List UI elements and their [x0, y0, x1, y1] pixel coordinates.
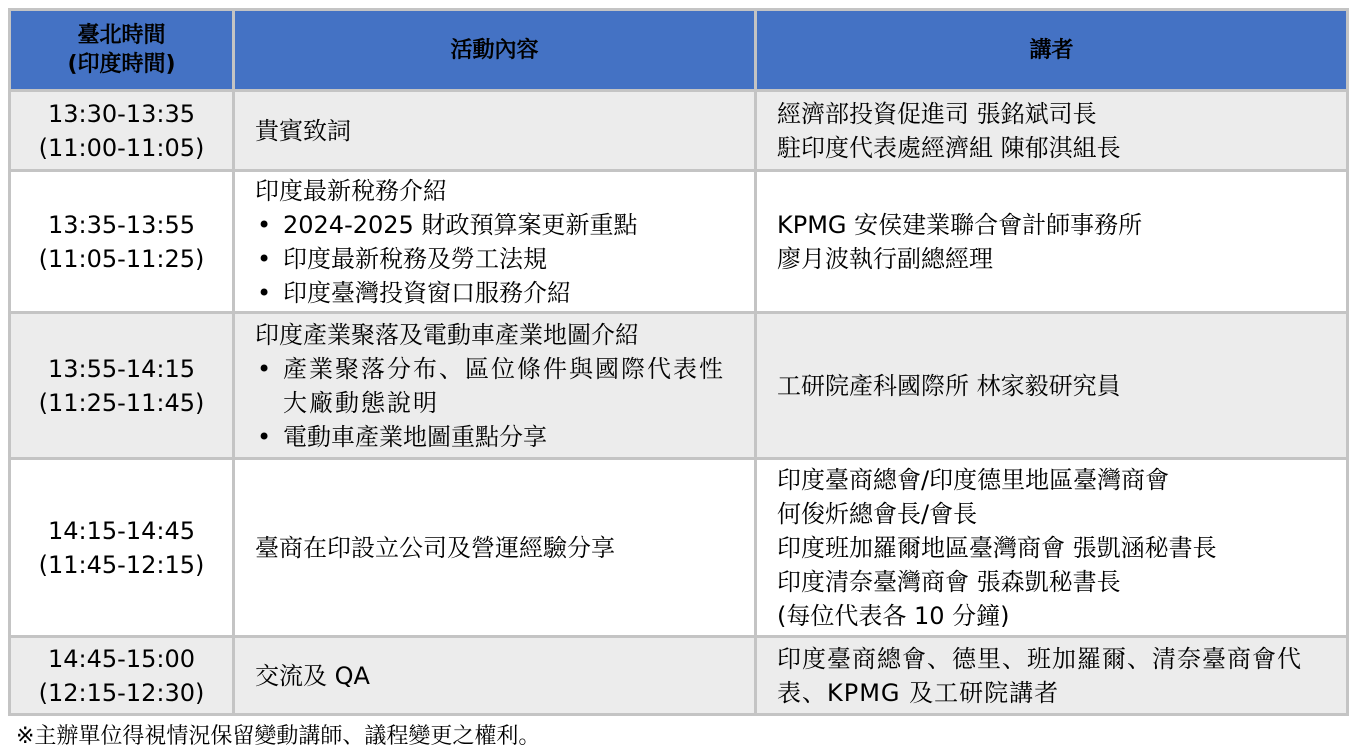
topic-item: • 2024-2025 財政預算案更新重點 — [255, 208, 750, 242]
speaker-cell — [756, 171, 1348, 313]
topic-item: • 印度最新稅務及勞工法規 — [255, 242, 750, 276]
taipei-time: 13:55-14:15 — [48, 354, 195, 383]
speaker-cell — [756, 91, 1348, 171]
india-time: (11:25-11:45) — [38, 388, 205, 417]
header-time — [10, 10, 234, 91]
content-cell — [234, 91, 756, 171]
speaker-line: 何俊炘總會長/會長 — [777, 499, 978, 528]
speaker-line: KPMG 安侯建業聯合會計師事務所 — [777, 210, 1143, 239]
topic-list — [255, 208, 750, 310]
session-title: 交流及 QA — [255, 661, 370, 690]
content-cell — [234, 171, 756, 313]
session-title: 印度產業聚落及電動車產業地圖介紹 — [255, 320, 639, 349]
header-speaker: 講者 — [756, 10, 1348, 91]
session-title: 臺商在印設立公司及營運經驗分享 — [255, 533, 615, 562]
content-cell — [234, 637, 756, 715]
time-cell — [10, 313, 234, 459]
time-cell — [10, 171, 234, 313]
speaker-line: 印度臺商總會/印度德里地區臺灣商會 — [777, 465, 1170, 494]
speaker-line: 工研院產科國際所 林家毅研究員 — [777, 371, 1121, 400]
speaker-cell — [756, 313, 1348, 459]
content-cell — [234, 313, 756, 459]
india-time: (11:05-11:25) — [38, 244, 205, 273]
footnote: ※主辦單位得視情況保留變動講師、議程變更之權利。 — [16, 724, 541, 749]
time-cell — [10, 637, 234, 715]
header-row — [10, 10, 1348, 91]
taipei-time: 14:15-14:45 — [48, 516, 195, 545]
speaker-line: 廖月波執行副總經理 — [777, 244, 993, 273]
taipei-time: 13:30-13:35 — [48, 99, 195, 128]
table-row — [10, 637, 1348, 715]
speaker-line: 印度清奈臺灣商會 張森凱秘書長 — [777, 567, 1121, 596]
agenda-table — [8, 8, 1349, 716]
topic-item: • 電動車產業地圖重點分享 — [255, 420, 750, 454]
india-time: (11:00-11:05) — [38, 133, 205, 162]
header-content: 活動內容 — [234, 10, 756, 91]
header-time-line-2: (印度時間) — [67, 52, 176, 77]
table-row — [10, 459, 1348, 637]
speaker-line: 印度班加羅爾地區臺灣商會 張凱涵秘書長 — [777, 533, 1217, 562]
topic-item: • 印度臺灣投資窗口服務介紹 — [255, 276, 750, 310]
india-time: (11:45-12:15) — [38, 550, 205, 579]
speaker-cell — [756, 637, 1348, 715]
india-time: (12:15-12:30) — [38, 678, 205, 707]
content-cell — [234, 459, 756, 637]
speaker-cell — [756, 459, 1348, 637]
topic-list — [255, 352, 750, 454]
session-title: 印度最新稅務介紹 — [255, 176, 447, 205]
taipei-time: 13:35-13:55 — [48, 210, 195, 239]
speaker-line: 印度臺商總會、德里、班加羅爾、清奈臺商會代表、KPMG 及工研院講者 — [777, 644, 1302, 707]
speaker-line: (每位代表各 10 分鐘) — [777, 601, 1010, 630]
time-cell — [10, 91, 234, 171]
topic-item: • 產業聚落分布、區位條件與國際代表性大廠動態說明 — [255, 352, 750, 420]
time-cell — [10, 459, 234, 637]
header-time-line-1: 臺北時間 — [77, 23, 166, 48]
speaker-line: 駐印度代表處經濟組 陳郁淇組長 — [777, 133, 1121, 162]
table-row — [10, 171, 1348, 313]
speaker-line: 經濟部投資促進司 張銘斌司長 — [777, 99, 1097, 128]
session-title: 貴賓致詞 — [255, 116, 351, 145]
table-row — [10, 313, 1348, 459]
taipei-time: 14:45-15:00 — [48, 644, 195, 673]
table-row — [10, 91, 1348, 171]
